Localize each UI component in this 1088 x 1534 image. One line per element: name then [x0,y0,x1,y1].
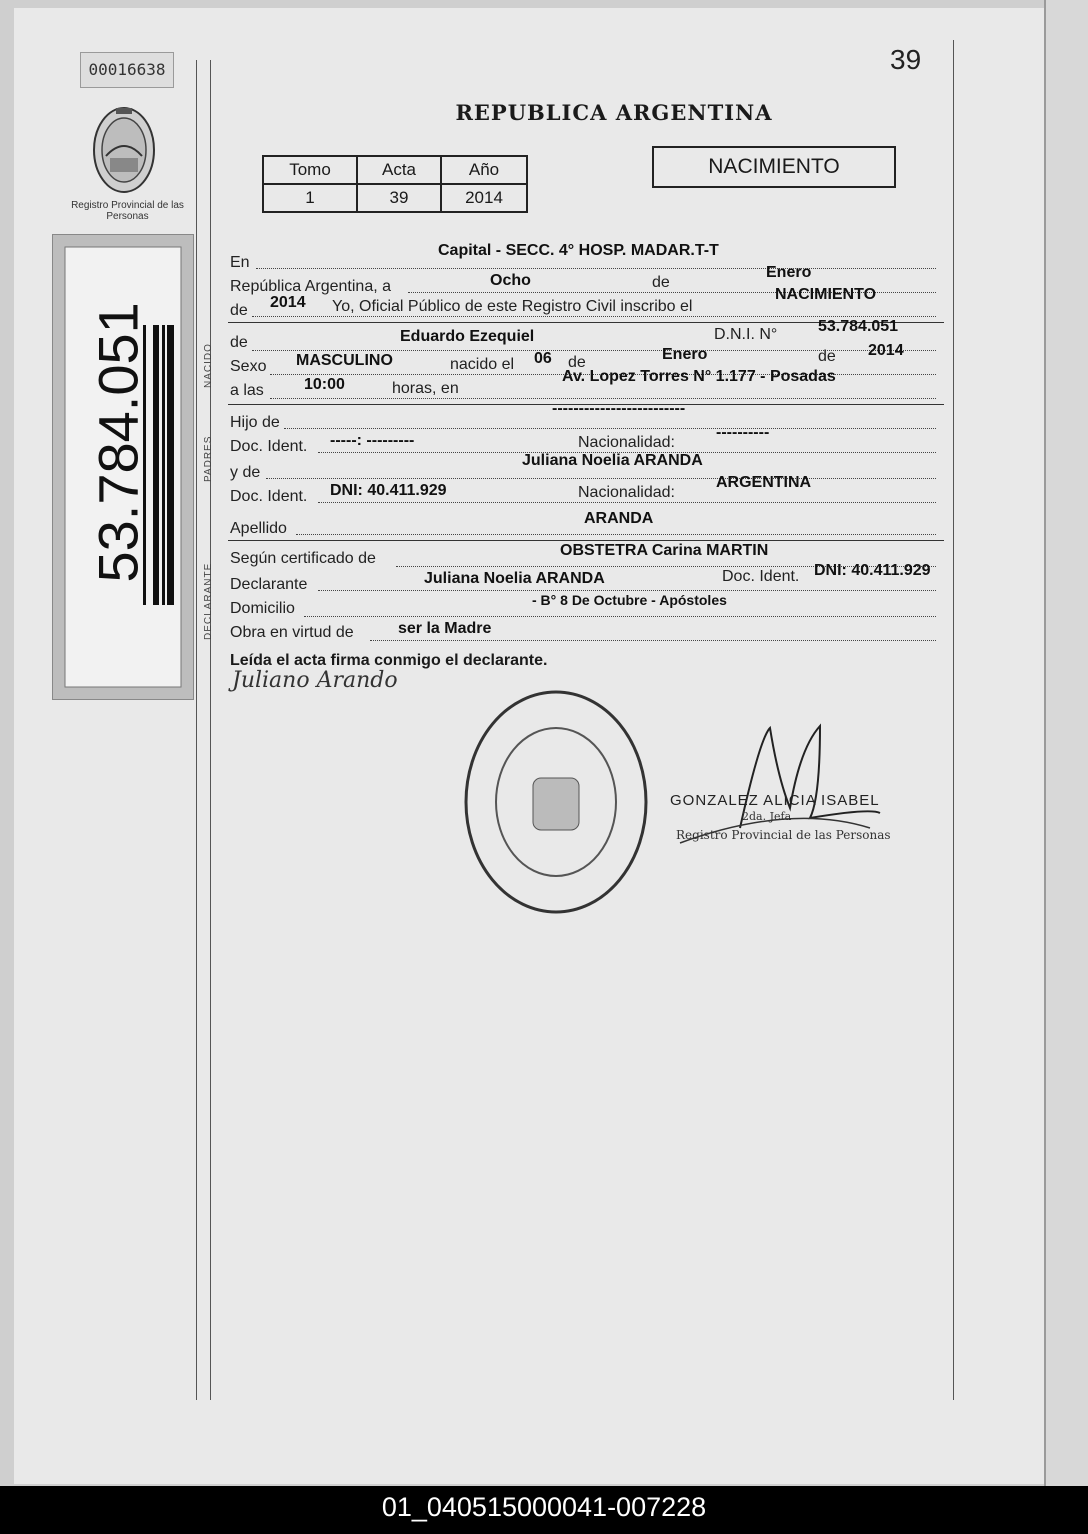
separator-3 [228,540,944,541]
dni-value: 53.784.051 [818,318,899,335]
obra-value: ser la Madre [398,620,492,637]
segun-label: Según certificado de [230,550,376,567]
hora-value: 10:00 [304,376,345,393]
domicilio-value: - B° 8 De Octubre - Apóstoles [532,592,727,608]
dia-value: Ocho [490,272,531,289]
official-role: 2da. Jefa [742,810,792,823]
horas-en-label: horas, en [392,380,459,397]
apellido-label: Apellido [230,520,287,537]
de-label: de [652,274,670,291]
nac-anio: 2014 [868,342,904,359]
sexo-value: MASCULINO [296,352,393,369]
doc1-value: -----: --------- [330,432,415,449]
en-label: En [230,254,250,271]
nac-dia: 06 [534,350,552,367]
document-title: REPUBLICA ARGENTINA [455,100,773,125]
nac2-value: ARGENTINA [716,474,812,491]
doc2-value: DNI: 40.411.929 [330,482,447,499]
de-label: de [230,302,248,319]
hijo-label: Hijo de [230,414,280,431]
declarante-label: Declarante [230,576,308,593]
dotted-line [270,384,936,399]
register-table [262,155,528,213]
logo-caption: Registro Provincial de las Personas [71,200,184,222]
apellido-value: ARANDA [584,510,654,527]
domicilio-label: Domicilio [230,600,295,617]
closing-statement: Leída el acta firma conmigo el declarante. [230,652,548,669]
declarante-doc: DNI: 40.411.929 [814,562,931,579]
register-value-anio: 2014 [441,184,527,212]
a-las-label: a las [230,382,264,399]
page-number: 39 [890,44,922,75]
madre-value: Juliana Noelia ARANDA [522,452,703,469]
register-header-acta: Acta [357,156,441,184]
vertical-dni: 53.784.051 [86,302,150,583]
section-label-declarante: DECLARANTE [203,562,214,640]
official-name: GONZALEZ ALICIA ISABEL [670,792,880,809]
declarante-value: Juliana Noelia ARANDA [424,570,605,587]
margin-line-right [953,40,954,1400]
de-label: de [568,354,586,371]
doc-ident-label: Doc. Ident. [230,438,308,455]
official-stamp-icon [463,688,649,916]
republica-label: República Argentina, a [230,278,391,295]
dni-label: D.N.I. N° [714,326,778,343]
next-page-edge [1044,0,1088,1486]
act-type-box: NACIMIENTO [652,146,896,188]
section-label-nacido: NACIDO [203,343,214,388]
doc-ident-label: Doc. Ident. [230,488,308,505]
nombre-value: Eduardo Ezequiel [400,328,535,345]
hijo-value: ------------------------- [552,400,686,417]
segun-value: OBSTETRA Carina MARTIN [560,542,769,559]
register-header-anio: Año [441,156,527,184]
de-label: de [818,348,836,365]
obra-label: Obra en virtud de [230,624,354,641]
nacionalidad-label: Nacionalidad: [578,484,675,501]
official-office: Registro Provincial de las Personas [676,828,891,842]
nac1-value: ---------- [716,424,770,441]
lugar-value: Av. Lopez Torres N° 1.177 - Posadas [562,368,836,385]
scan-footer-id: 01_040515000041-007228 [0,1486,1088,1534]
inscribo-label: Yo, Oficial Público de este Registro Civil inscribo el [332,298,693,315]
section-label-padres: PADRES [203,435,214,482]
margin-line-inner [210,60,211,1400]
register-value-acta: 39 [357,184,441,212]
anio-value: 2014 [270,294,306,311]
inscribo-value: NACIMIENTO [775,286,877,303]
y-de-label: y de [230,464,261,481]
nacionalidad-label: Nacionalidad: [578,434,675,451]
en-value: Capital - SECC. 4° HOSP. MADAR.T-T [438,242,719,259]
nacido-el-label: nacido el [450,356,515,373]
register-header-tomo: Tomo [263,156,357,184]
de-label: de [230,334,248,351]
nac-mes: Enero [662,346,708,363]
register-value-tomo: 1 [263,184,357,212]
margin-line-left [196,60,197,1400]
doc-ident-decl-label: Doc. Ident. [722,568,800,585]
declarant-signature: Juliano Arando [232,668,398,693]
serial-number: 00016638 [80,52,174,88]
sexo-label: Sexo [230,358,267,375]
mes-value: Enero [766,264,812,281]
